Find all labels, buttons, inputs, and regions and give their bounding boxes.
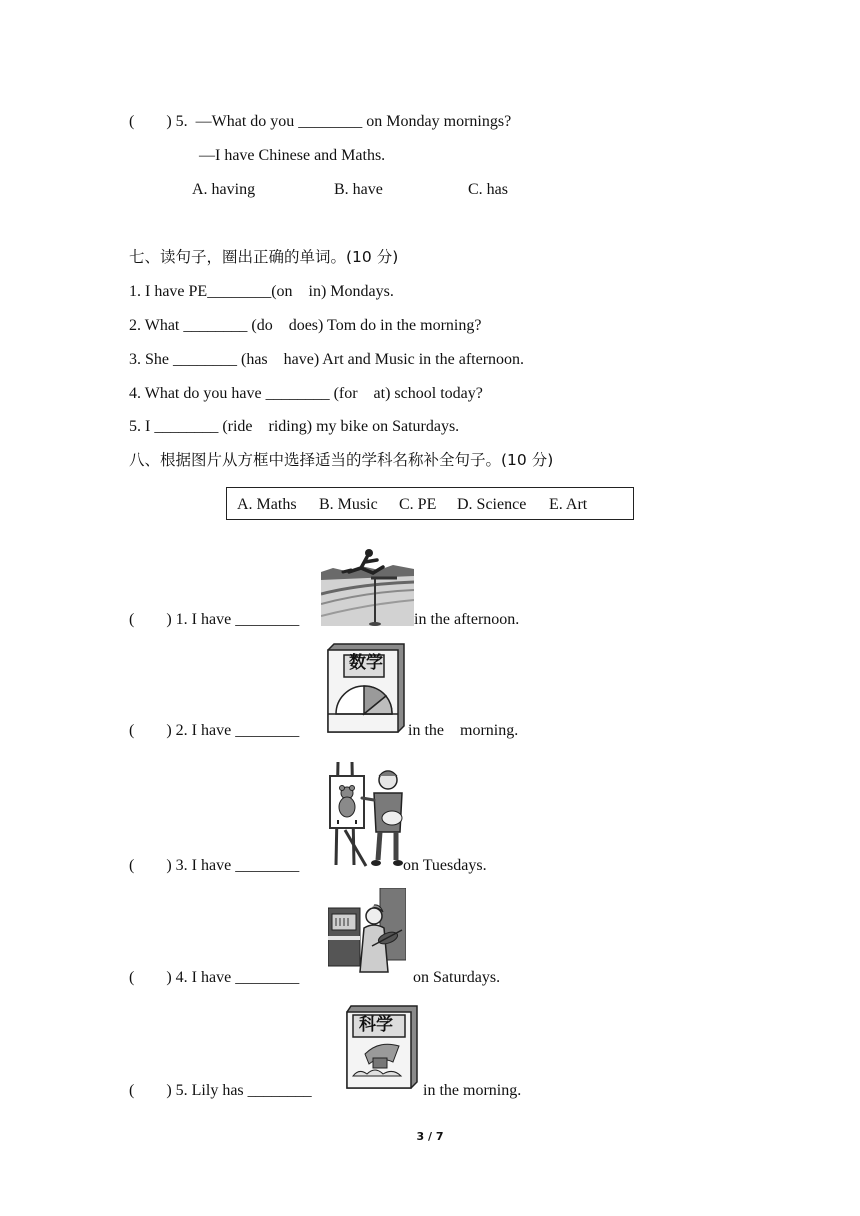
option-b: B. Music [319, 496, 378, 513]
section-7-item: 2. What ________ (do does) Tom do in the morning? [129, 317, 482, 334]
option-d: D. Science [457, 496, 527, 513]
art-painting-icon [326, 760, 404, 870]
option-e: E. Art [549, 496, 588, 513]
section-8-item-5-right: in the morning. [423, 1082, 522, 1099]
section-8-title: 八、根据图片从方框中选择适当的学科名称补全句子。(10 分) [129, 451, 554, 469]
option-c: C. PE [399, 496, 437, 513]
page-number: 3 / 7 [416, 1130, 444, 1143]
section-8-item-2-right: in the morning. [408, 722, 519, 739]
section-7-item: 1. I have PE________(on in) Mondays. [129, 283, 394, 300]
q5-option-b: B. have [334, 181, 383, 198]
section-8-item-4-left: ( ) 4. I have ________ [129, 969, 300, 986]
section-8-item-2-left: ( ) 2. I have ________ [129, 722, 300, 739]
options-box [226, 487, 634, 520]
section-8-item-3-right: on Tuesdays. [403, 857, 487, 874]
section-7-title: 七、读句子，圈出正确的单词。(10 分) [129, 248, 399, 266]
music-violin-icon [328, 888, 406, 974]
section-7-item: 4. What do you have ________ (for at) school today? [129, 385, 483, 402]
q5-question: ( ) 5. —What do you ________ on Monday mornings? [129, 113, 512, 130]
q5-option-c: C. has [468, 181, 508, 198]
q5-answer-line: —I have Chinese and Maths. [199, 147, 386, 164]
science-book-label: 科学 [359, 1015, 393, 1035]
section-8-item-1-left: ( ) 1. I have ________ [129, 611, 300, 628]
section-8-item-4-right: on Saturdays. [413, 969, 501, 986]
section-7-item: 5. I ________ (ride riding) my bike on Saturdays. [129, 418, 460, 435]
section-8-item-5-left: ( ) 5. Lily has ________ [129, 1082, 312, 1099]
option-a: A. Maths [237, 496, 297, 513]
q5-option-a: A. having [192, 181, 256, 198]
section-7-item: 3. She ________ (has have) Art and Music in the afternoon. [129, 351, 525, 368]
maths-book-label: 数学 [349, 653, 383, 673]
pe-hurdle-icon [321, 546, 414, 626]
section-8-item-1-right: in the afternoon. [414, 611, 520, 628]
section-8-item-3-left: ( ) 3. I have ________ [129, 857, 300, 874]
